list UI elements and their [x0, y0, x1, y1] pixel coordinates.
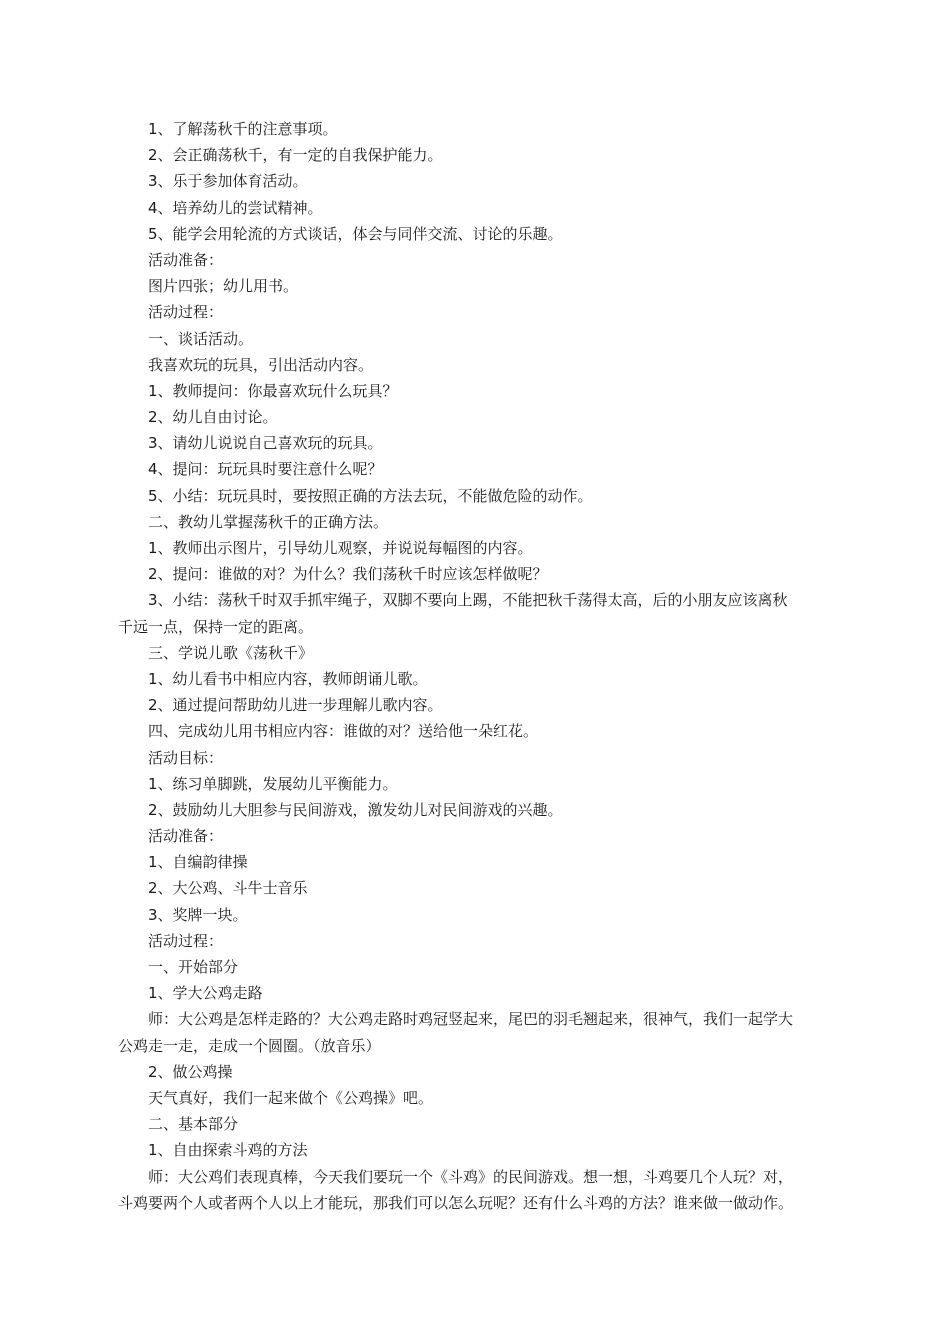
text-line: 三、学说儿歌《荡秋千》	[148, 643, 314, 662]
text-line: 二、教幼儿掌握荡秋千的正确方法。	[148, 512, 389, 531]
text-line: 2、会正确荡秋千，有一定的自我保护能力。	[148, 146, 443, 165]
text-line: 斗鸡要两个人或者两个人以上才能玩，那我们可以怎么玩呢？还有什么斗鸡的方法？谁来做一做动作。	[118, 1193, 794, 1212]
text-line: 活动过程：	[148, 303, 224, 322]
text-line: 3、乐于参加体育活动。	[148, 172, 308, 191]
text-line: 1、学大公鸡走路	[148, 984, 263, 1003]
text-line: 公鸡走一走，走成一个圆圈。（放音乐）	[118, 1036, 381, 1055]
text-line: 3、请幼儿说说自己喜欢玩的玩具。	[148, 434, 383, 453]
text-line: 4、提问：玩玩具时要注意什么呢？	[148, 460, 383, 479]
text-line: 一、谈话活动。	[148, 329, 254, 348]
text-line: 二、基本部分	[148, 1115, 239, 1134]
text-line: 师：大公鸡是怎样走路的？大公鸡走路时鸡冠竖起来，尾巴的羽毛翘起来，很神气，我们一起学大	[148, 1010, 794, 1029]
text-line: 活动准备：	[148, 827, 224, 846]
text-line: 活动准备：	[148, 250, 224, 269]
text-line: 四、完成幼儿用书相应内容：谁做的对？送给他一朵红花。	[148, 722, 539, 741]
document-body	[118, 116, 834, 1216]
text-line: 天气真好，我们一起来做个《公鸡操》吧。	[148, 1088, 434, 1107]
text-line: 2、做公鸡操	[148, 1062, 233, 1081]
text-line: 活动目标：	[148, 748, 224, 767]
text-line: 1、教师提问：你最喜欢玩什么玩具？	[148, 381, 398, 400]
text-line: 2、提问：谁做的对？为什么？我们荡秋千时应该怎样做呢？	[148, 565, 548, 584]
text-line: 1、幼儿看书中相应内容，教师朗诵儿歌。	[148, 669, 428, 688]
text-line: 3、小结：荡秋千时双手抓牢绳子，双脚不要向上踢，不能把秋千荡得太高，后的小朋友应该离秋	[148, 591, 788, 610]
text-line: 1、教师出示图片，引导幼儿观察，并说说每幅图的内容。	[148, 539, 533, 557]
text-line: 1、了解荡秋千的注意事项。	[148, 120, 338, 138]
text-line: 千远一点，保持一定的距离。	[118, 617, 314, 636]
text-line: 3、奖牌一块。	[148, 905, 248, 924]
text-line: 师：大公鸡们表现真棒，今天我们要玩一个《斗鸡》的民间游戏。想一想，斗鸡要几个人玩？对，	[148, 1167, 794, 1186]
text-line: 2、大公鸡、斗牛士音乐	[148, 879, 308, 898]
text-line: 5、小结：玩玩具时，要按照正确的方法去玩，不能做危险的动作。	[148, 486, 593, 505]
text-line: 2、幼儿自由讨论。	[148, 408, 278, 427]
text-line: 一、开始部分	[148, 958, 239, 976]
text-line: 5、能学会用轮流的方式谈话，体会与同伴交流、讨论的乐趣。	[148, 224, 563, 243]
text-line: 1、自由探索斗鸡的方法	[148, 1141, 308, 1160]
text-line: 2、鼓励幼儿大胆参与民间游戏，激发幼儿对民间游戏的兴趣。	[148, 800, 563, 819]
text-line: 图片四张；幼儿用书。	[148, 277, 299, 296]
text-line: 2、通过提问帮助幼儿进一步理解儿歌内容。	[148, 696, 443, 715]
text-line: 4、培养幼儿的尝试精神。	[148, 198, 323, 217]
text-line: 1、自编韵律操	[148, 853, 248, 872]
text-line: 活动过程：	[148, 931, 224, 950]
text-line: 我喜欢玩的玩具，引出活动内容。	[148, 355, 374, 374]
text-line: 1、练习单脚跳，发展幼儿平衡能力。	[148, 774, 398, 793]
